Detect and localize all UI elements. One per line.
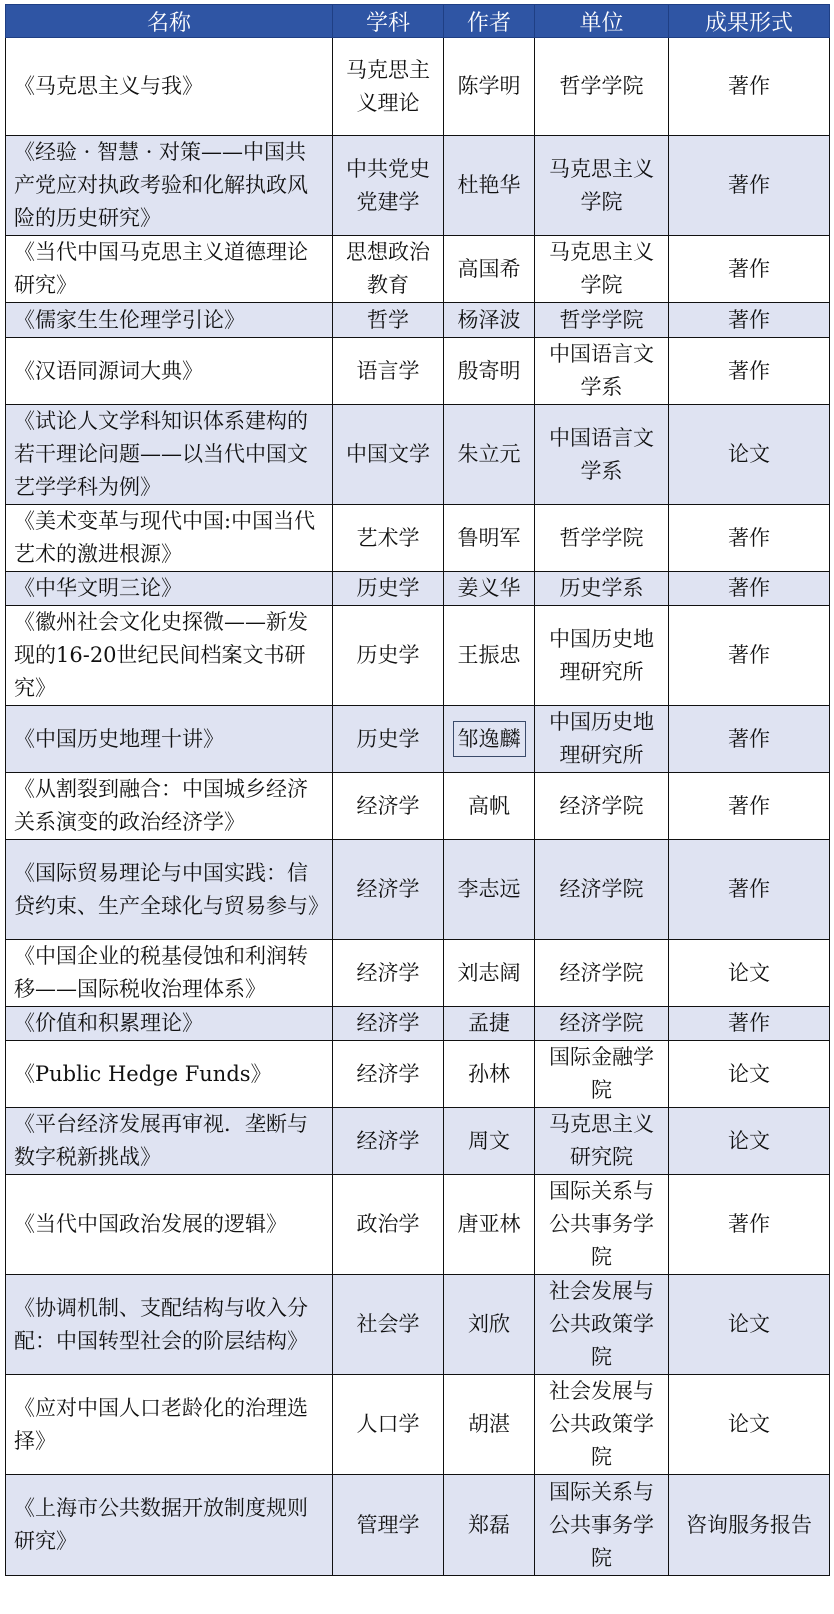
cell-form: 著作 <box>669 606 830 706</box>
cell-title: 《徽州社会文化史探微——新发现的16-20世纪民间档案文书研究》 <box>6 606 333 706</box>
header-author: 作者 <box>444 5 535 38</box>
cell-discipline: 经济学 <box>333 840 444 940</box>
cell-unit: 哲学学院 <box>535 38 669 136</box>
cell-title: 《上海市公共数据开放制度规则研究》 <box>6 1475 333 1576</box>
cell-unit: 中国语言文学系 <box>535 338 669 405</box>
table-row <box>6 940 830 1007</box>
cell-form: 论文 <box>669 1375 830 1475</box>
cell-form: 论文 <box>669 940 830 1007</box>
cell-author: 孙林 <box>444 1041 535 1108</box>
cell-discipline: 人口学 <box>333 1375 444 1475</box>
cell-author: 殷寄明 <box>444 338 535 405</box>
table-row <box>6 303 830 338</box>
cell-unit: 中国历史地理研究所 <box>535 706 669 773</box>
cell-unit: 经济学院 <box>535 1007 669 1041</box>
cell-form: 著作 <box>669 505 830 572</box>
cell-unit: 中国语言文学系 <box>535 405 669 505</box>
cell-title: 《从割裂到融合：中国城乡经济关系演变的政治经济学》 <box>6 773 333 840</box>
cell-unit: 中国历史地理研究所 <box>535 606 669 706</box>
cell-form: 论文 <box>669 1275 830 1375</box>
table-row <box>6 1275 830 1375</box>
cell-discipline: 历史学 <box>333 606 444 706</box>
cell-form: 论文 <box>669 1041 830 1108</box>
achievements-table <box>5 4 830 1576</box>
cell-author: 朱立元 <box>444 405 535 505</box>
table-row <box>6 1475 830 1576</box>
cell-form: 著作 <box>669 840 830 940</box>
header-title: 名称 <box>6 5 333 38</box>
cell-author: 刘志阔 <box>444 940 535 1007</box>
cell-title: 《中国历史地理十讲》 <box>6 706 333 773</box>
cell-form: 咨询服务报告 <box>669 1475 830 1576</box>
table-row <box>6 1175 830 1275</box>
cell-unit: 哲学学院 <box>535 303 669 338</box>
cell-form: 著作 <box>669 38 830 136</box>
cell-title: 《当代中国政治发展的逻辑》 <box>6 1175 333 1275</box>
cell-unit: 马克思主义学院 <box>535 136 669 236</box>
cell-form: 著作 <box>669 1175 830 1275</box>
cell-author: 高国希 <box>444 236 535 303</box>
cell-title: 《平台经济发展再审视．垄断与数字税新挑战》 <box>6 1108 333 1175</box>
cell-title: 《应对中国人口老龄化的治理选择》 <box>6 1375 333 1475</box>
cell-discipline: 马克思主义理论 <box>333 38 444 136</box>
table-row <box>6 840 830 940</box>
cell-author: 姜义华 <box>444 572 535 606</box>
cell-title: 《经验 · 智慧 · 对策——中国共产党应对执政考验和化解执政风险的历史研究》 <box>6 136 333 236</box>
cell-author: 杜艳华 <box>444 136 535 236</box>
header-form: 成果形式 <box>669 5 830 38</box>
table-row <box>6 1375 830 1475</box>
cell-form: 著作 <box>669 706 830 773</box>
cell-discipline: 思想政治教育 <box>333 236 444 303</box>
cell-discipline: 艺术学 <box>333 505 444 572</box>
cell-author: 唐亚林 <box>444 1175 535 1275</box>
cell-unit: 历史学系 <box>535 572 669 606</box>
cell-title: 《国际贸易理论与中国实践：信贷约束、生产全球化与贸易参与》 <box>6 840 333 940</box>
cell-discipline: 语言学 <box>333 338 444 405</box>
cell-unit: 经济学院 <box>535 773 669 840</box>
cell-author: 刘欣 <box>444 1275 535 1375</box>
cell-author: 王振忠 <box>444 606 535 706</box>
table-row <box>6 236 830 303</box>
cell-unit: 经济学院 <box>535 840 669 940</box>
table-row <box>6 38 830 136</box>
table-row <box>6 773 830 840</box>
cell-title: 《Public Hedge Funds》 <box>6 1041 333 1108</box>
table-row <box>6 1007 830 1041</box>
cell-discipline: 经济学 <box>333 940 444 1007</box>
cell-discipline: 哲学 <box>333 303 444 338</box>
cell-discipline: 经济学 <box>333 1041 444 1108</box>
cell-title: 《当代中国马克思主义道德理论研究》 <box>6 236 333 303</box>
cell-discipline: 历史学 <box>333 572 444 606</box>
cell-form: 著作 <box>669 338 830 405</box>
cell-title: 《汉语同源词大典》 <box>6 338 333 405</box>
table-row <box>6 405 830 505</box>
cell-title: 《试论人文学科知识体系建构的若干理论问题——以当代中国文艺学学科为例》 <box>6 405 333 505</box>
cell-unit: 经济学院 <box>535 940 669 1007</box>
cell-title: 《价值和积累理论》 <box>6 1007 333 1041</box>
header-discipline: 学科 <box>333 5 444 38</box>
cell-discipline: 经济学 <box>333 773 444 840</box>
table-header-row <box>6 5 830 38</box>
cell-author: 胡湛 <box>444 1375 535 1475</box>
header-unit: 单位 <box>535 5 669 38</box>
cell-author: 李志远 <box>444 840 535 940</box>
cell-form: 著作 <box>669 773 830 840</box>
cell-form: 论文 <box>669 1108 830 1175</box>
cell-title: 《马克思主义与我》 <box>6 38 333 136</box>
author-highlight-box: 邹逸麟 <box>453 721 526 757</box>
table-row <box>6 505 830 572</box>
cell-discipline: 经济学 <box>333 1007 444 1041</box>
cell-form: 著作 <box>669 1007 830 1041</box>
cell-unit: 社会发展与公共政策学院 <box>535 1275 669 1375</box>
cell-form: 著作 <box>669 236 830 303</box>
cell-discipline: 社会学 <box>333 1275 444 1375</box>
table-row <box>6 606 830 706</box>
achievements-table-container <box>5 4 829 1576</box>
cell-unit: 马克思主义研究院 <box>535 1108 669 1175</box>
cell-unit: 社会发展与公共政策学院 <box>535 1375 669 1475</box>
cell-author: 孟捷 <box>444 1007 535 1041</box>
cell-unit: 国际关系与公共事务学院 <box>535 1475 669 1576</box>
cell-author: 陈学明 <box>444 38 535 136</box>
cell-title: 《中华文明三论》 <box>6 572 333 606</box>
cell-discipline: 历史学 <box>333 706 444 773</box>
cell-form: 著作 <box>669 303 830 338</box>
table-row <box>6 1041 830 1108</box>
table-row <box>6 338 830 405</box>
cell-form: 著作 <box>669 136 830 236</box>
table-row <box>6 1108 830 1175</box>
cell-discipline: 管理学 <box>333 1475 444 1576</box>
cell-form: 论文 <box>669 405 830 505</box>
cell-author: 周文 <box>444 1108 535 1175</box>
table-row <box>6 572 830 606</box>
table-row <box>6 706 830 773</box>
cell-author: 杨泽波 <box>444 303 535 338</box>
cell-author <box>444 706 535 773</box>
cell-unit: 国际金融学院 <box>535 1041 669 1108</box>
cell-title: 《儒家生生伦理学引论》 <box>6 303 333 338</box>
cell-form: 著作 <box>669 572 830 606</box>
cell-title: 《协调机制、支配结构与收入分配：中国转型社会的阶层结构》 <box>6 1275 333 1375</box>
cell-discipline: 中共党史党建学 <box>333 136 444 236</box>
cell-author: 高帆 <box>444 773 535 840</box>
table-row <box>6 136 830 236</box>
cell-author: 郑磊 <box>444 1475 535 1576</box>
cell-discipline: 中国文学 <box>333 405 444 505</box>
cell-discipline: 政治学 <box>333 1175 444 1275</box>
cell-title: 《中国企业的税基侵蚀和利润转移——国际税收治理体系》 <box>6 940 333 1007</box>
cell-discipline: 经济学 <box>333 1108 444 1175</box>
cell-unit: 马克思主义学院 <box>535 236 669 303</box>
cell-unit: 哲学学院 <box>535 505 669 572</box>
cell-unit: 国际关系与公共事务学院 <box>535 1175 669 1275</box>
cell-title: 《美术变革与现代中国:中国当代艺术的激进根源》 <box>6 505 333 572</box>
cell-author: 鲁明军 <box>444 505 535 572</box>
